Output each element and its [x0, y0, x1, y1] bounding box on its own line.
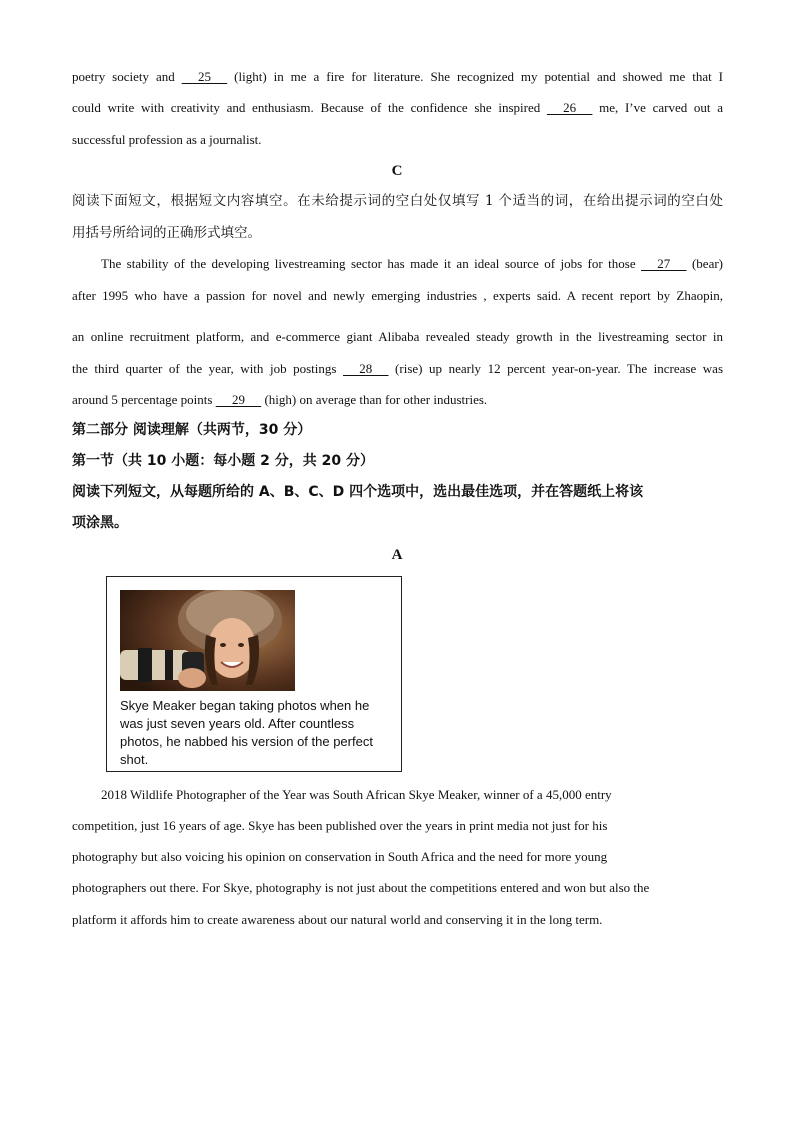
cloze-line	[72, 100, 723, 116]
passage-line: an online recruitment platform, and e-commerce giant Alibaba revealed steady growth in the livestreaming sector in	[72, 329, 723, 344]
section-label-c: C	[391, 163, 403, 179]
cloze-line	[72, 69, 723, 85]
blank-27[interactable]: 27	[641, 256, 687, 271]
passage-line: competition, just 16 years of age. Skye has been published over the years in print media not just for his	[72, 818, 608, 833]
passage-line: after 1995 who have a passion for novel and newly emerging industries , experts said. A recent report by Zhaopin,	[72, 288, 723, 303]
photo-illustration	[120, 590, 295, 691]
passage-line: platform it affords him to create awareness about our natural world and conserving it in the long term.	[72, 912, 603, 927]
text-segment: (rise) up nearly 12 percent year-on-year. The increase was	[388, 361, 724, 376]
text-segment: (light) in me a fire for literature. She recognized my potential and showed me that I	[227, 69, 723, 84]
photographer-photo	[120, 590, 295, 691]
text-segment: could write with creativity and enthusiasm. Because of the confidence she inspired	[72, 100, 547, 115]
caption-line: was just seven years old. After countless	[120, 716, 355, 731]
instruction-line: 项涂黑。	[72, 515, 128, 531]
instruction-line: 阅读下列短文，从每题所给的 A、B、C、D 四个选项中，选出最佳选项，并在答题纸上将该	[72, 484, 644, 500]
blank-26[interactable]: 26	[546, 100, 593, 115]
passage-line: photographers out there. For Skye, photography is not just about the competitions entered and won but also the	[72, 880, 650, 895]
passage-line: photography but also voicing his opinion on conservation in South Africa and the need for more young	[72, 849, 608, 864]
instruction-line: 用括号所给词的正确形式填空。	[72, 225, 261, 241]
caption-line: photos, he nabbed his version of the perfect	[120, 734, 373, 749]
photo-caption	[120, 697, 390, 769]
text-segment: the third quarter of the year, with job postings	[72, 361, 344, 376]
passage-line	[72, 392, 487, 408]
text-segment: The stability of the developing livestreaming sector has made it an ideal source of jobs for those	[101, 256, 642, 271]
blank-28[interactable]: 28	[343, 361, 389, 376]
passage-line	[101, 256, 723, 272]
blank-29[interactable]: 29	[215, 392, 262, 407]
text-segment: poetry society and	[72, 69, 182, 84]
blank-25[interactable]: 25	[181, 69, 228, 84]
caption-line: Skye Meaker began taking photos when he	[120, 698, 370, 713]
text-segment: me, I’ve carved out a	[592, 100, 723, 115]
part-title: 第二部分 阅读理解（共两节，30 分）	[72, 422, 312, 438]
instruction-line: 阅读下面短文，根据短文内容填空。在未给提示词的空白处仅填写 1 个适当的词，在给出提示词的空白处	[72, 193, 723, 209]
passage-line: 2018 Wildlife Photographer of the Year was South African Skye Meaker, winner of a 45,000 entry	[101, 787, 612, 802]
text-segment: (high) on average than for other industries.	[261, 392, 488, 407]
cloze-line: successful profession as a journalist.	[72, 132, 262, 147]
text-segment: (bear)	[686, 256, 723, 271]
passage-line	[72, 361, 723, 377]
photo-figure	[106, 576, 402, 772]
caption-line: shot.	[120, 752, 149, 767]
section-title: 第一节（共 10 小题：每小题 2 分，共 20 分）	[72, 453, 374, 469]
text-segment: around 5 percentage points	[72, 392, 216, 407]
section-label-a: A	[391, 547, 403, 563]
